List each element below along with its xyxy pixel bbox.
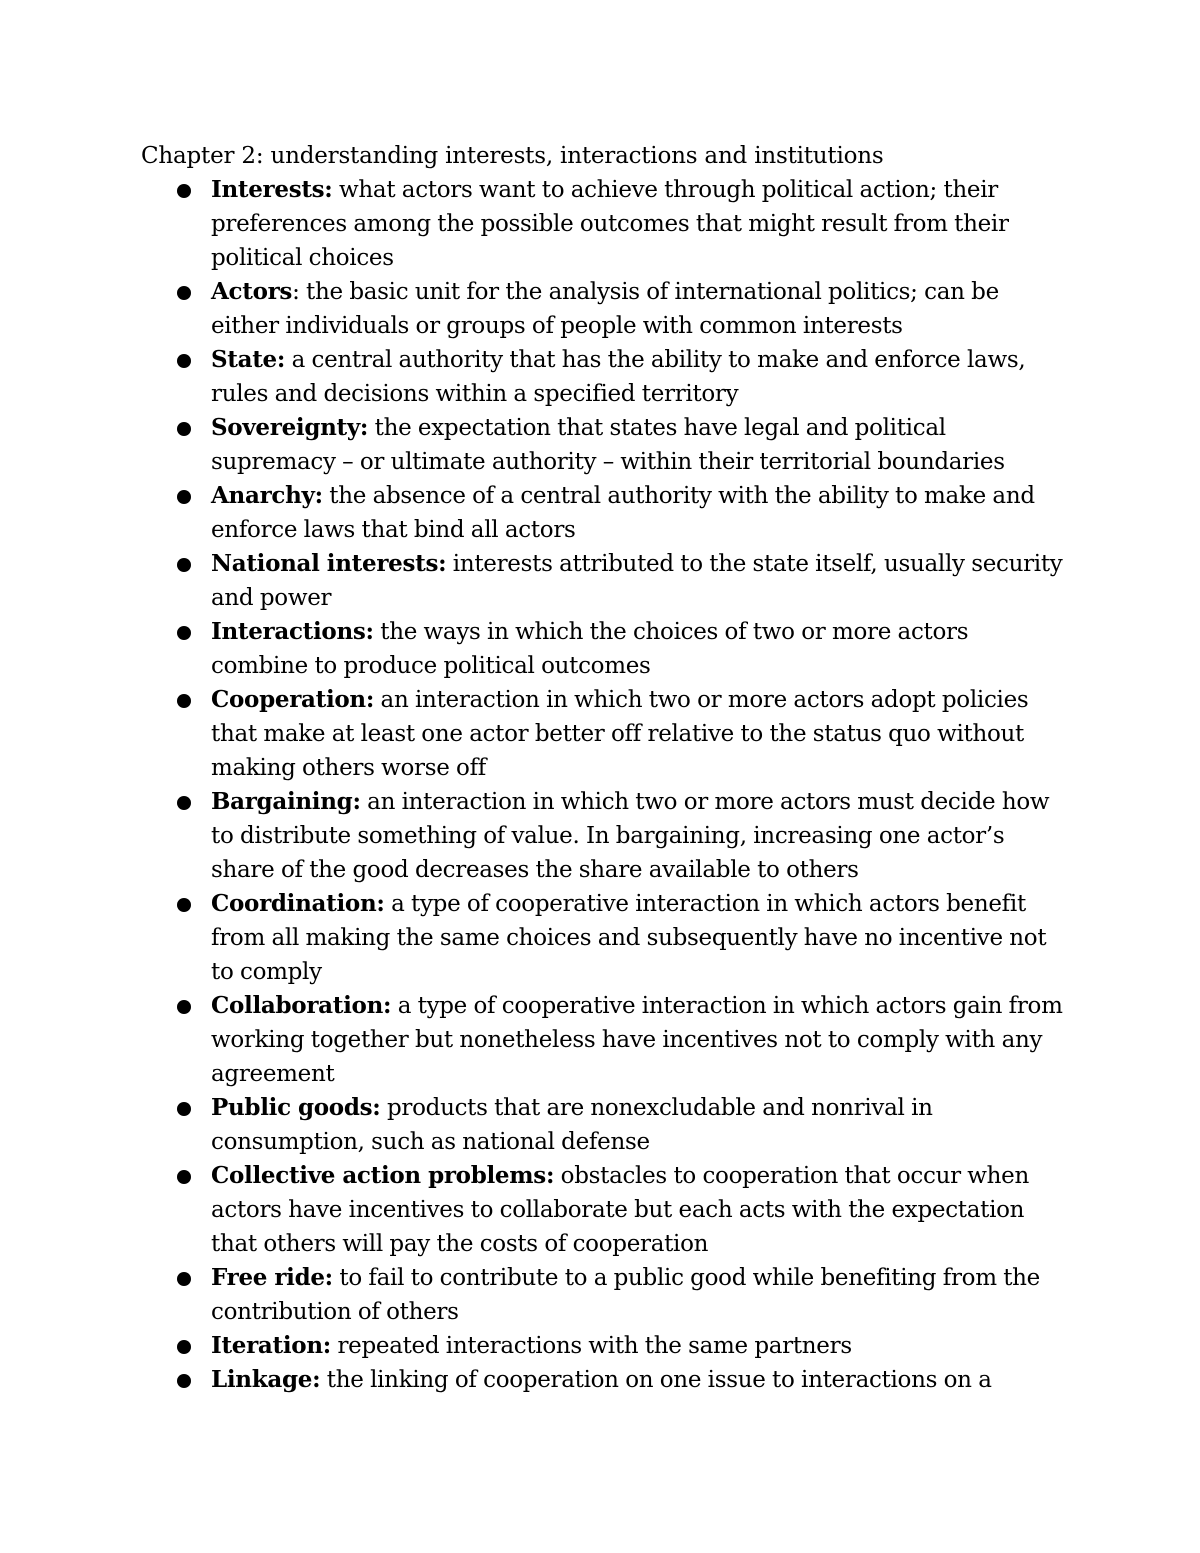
glossary-item-iteration xyxy=(211,1329,1071,1363)
glossary-term: Collective action problems: xyxy=(211,1162,555,1189)
glossary-term: Coordination: xyxy=(211,890,385,917)
glossary-definition: an interaction in which two or more actors adopt policies that make at least one actor better off relative to the status quo without making others worse off xyxy=(211,687,1029,781)
glossary-term: Bargaining: xyxy=(211,788,361,815)
glossary-item-interactions xyxy=(211,615,1071,683)
glossary-term: Free ride: xyxy=(211,1264,333,1291)
glossary-item-coordination xyxy=(211,887,1071,989)
glossary-definition: a central authority that has the ability to make and enforce laws, rules and decisions within a specified territory xyxy=(211,347,1026,407)
bullet-icon xyxy=(177,184,191,198)
glossary-term: National interests: xyxy=(211,550,447,577)
bullet-icon xyxy=(177,1340,191,1354)
bullet-icon xyxy=(177,422,191,436)
bullet-icon xyxy=(177,796,191,810)
bullet-icon xyxy=(177,626,191,640)
glossary-term: Interests: xyxy=(211,176,333,203)
glossary-term: Sovereignty: xyxy=(211,414,369,441)
glossary-item-free-ride xyxy=(211,1261,1071,1329)
glossary-item-bargaining xyxy=(211,785,1071,887)
bullet-icon xyxy=(177,558,191,572)
glossary-definition: an interaction in which two or more actors must decide how to distribute something of value. In bargaining, increasing one actor’s share of the good decreases the share available to others xyxy=(211,789,1050,883)
glossary-definition: the expectation that states have legal and political supremacy – or ultimate authority – within their territorial boundaries xyxy=(211,415,1005,475)
glossary-term: Linkage: xyxy=(211,1366,321,1393)
glossary-item-cooperation xyxy=(211,683,1071,785)
chapter-heading: Chapter 2: understanding interests, interactions and institutions xyxy=(141,143,884,169)
glossary-item-sovereignty xyxy=(211,411,1071,479)
glossary-term: Interactions: xyxy=(211,618,374,645)
glossary-term: Iteration: xyxy=(211,1332,331,1359)
glossary-definition: : the basic unit for the analysis of international politics; can be either individuals or groups of people with common interests xyxy=(211,279,999,339)
glossary-item-collective-action-problems xyxy=(211,1159,1071,1261)
glossary-item-public-goods xyxy=(211,1091,1071,1159)
bullet-icon xyxy=(177,1170,191,1184)
glossary-item-actors xyxy=(211,275,1071,343)
bullet-icon xyxy=(177,1272,191,1286)
bullet-icon xyxy=(177,694,191,708)
bullet-icon xyxy=(177,490,191,504)
bullet-icon xyxy=(177,1102,191,1116)
glossary-definition: repeated interactions with the same partners xyxy=(330,1333,852,1359)
glossary-definition: what actors want to achieve through political action; their preferences among the possible outcomes that might result from their political choices xyxy=(211,177,1009,271)
bullet-icon xyxy=(177,286,191,300)
glossary-item-linkage xyxy=(211,1363,1071,1397)
glossary-term: Cooperation: xyxy=(211,686,375,713)
glossary-definition: interests attributed to the state itself, usually security and power xyxy=(211,551,1063,611)
glossary-definition: the linking of cooperation on one issue to interactions on a xyxy=(320,1367,992,1393)
glossary-definition: products that are nonexcludable and nonrival in consumption, such as national defense xyxy=(211,1095,933,1155)
bullet-icon xyxy=(177,898,191,912)
bullet-icon xyxy=(177,1374,191,1388)
glossary-list xyxy=(211,173,1071,1397)
bullet-icon xyxy=(177,354,191,368)
glossary-definition: the absence of a central authority with the ability to make and enforce laws that bind all actors xyxy=(211,483,1035,543)
glossary-term: Actors xyxy=(211,278,293,305)
glossary-definition: the ways in which the choices of two or more actors combine to produce political outcomes xyxy=(211,619,969,679)
glossary-term: Collaboration: xyxy=(211,992,392,1019)
glossary-term: Anarchy: xyxy=(211,482,323,509)
glossary-term: State: xyxy=(211,346,286,373)
glossary-item-anarchy xyxy=(211,479,1071,547)
bullet-icon xyxy=(177,1000,191,1014)
glossary-item-interests xyxy=(211,173,1071,275)
glossary-definition: obstacles to cooperation that occur when actors have incentives to collaborate but each acts with the expectation that others will pay the costs of cooperation xyxy=(211,1163,1030,1257)
glossary-definition: a type of cooperative interaction in which actors benefit from all making the same choices and subsequently have no incentive not to comply xyxy=(211,891,1047,985)
glossary-item-national-interests xyxy=(211,547,1071,615)
glossary-item-collaboration xyxy=(211,989,1071,1091)
glossary-definition: to fail to contribute to a public good while benefiting from the contribution of others xyxy=(211,1265,1040,1325)
glossary-item-state xyxy=(211,343,1071,411)
glossary-definition: a type of cooperative interaction in which actors gain from working together but nonetheless have incentives not to comply with any agreement xyxy=(211,993,1063,1087)
glossary-term: Public goods: xyxy=(211,1094,381,1121)
